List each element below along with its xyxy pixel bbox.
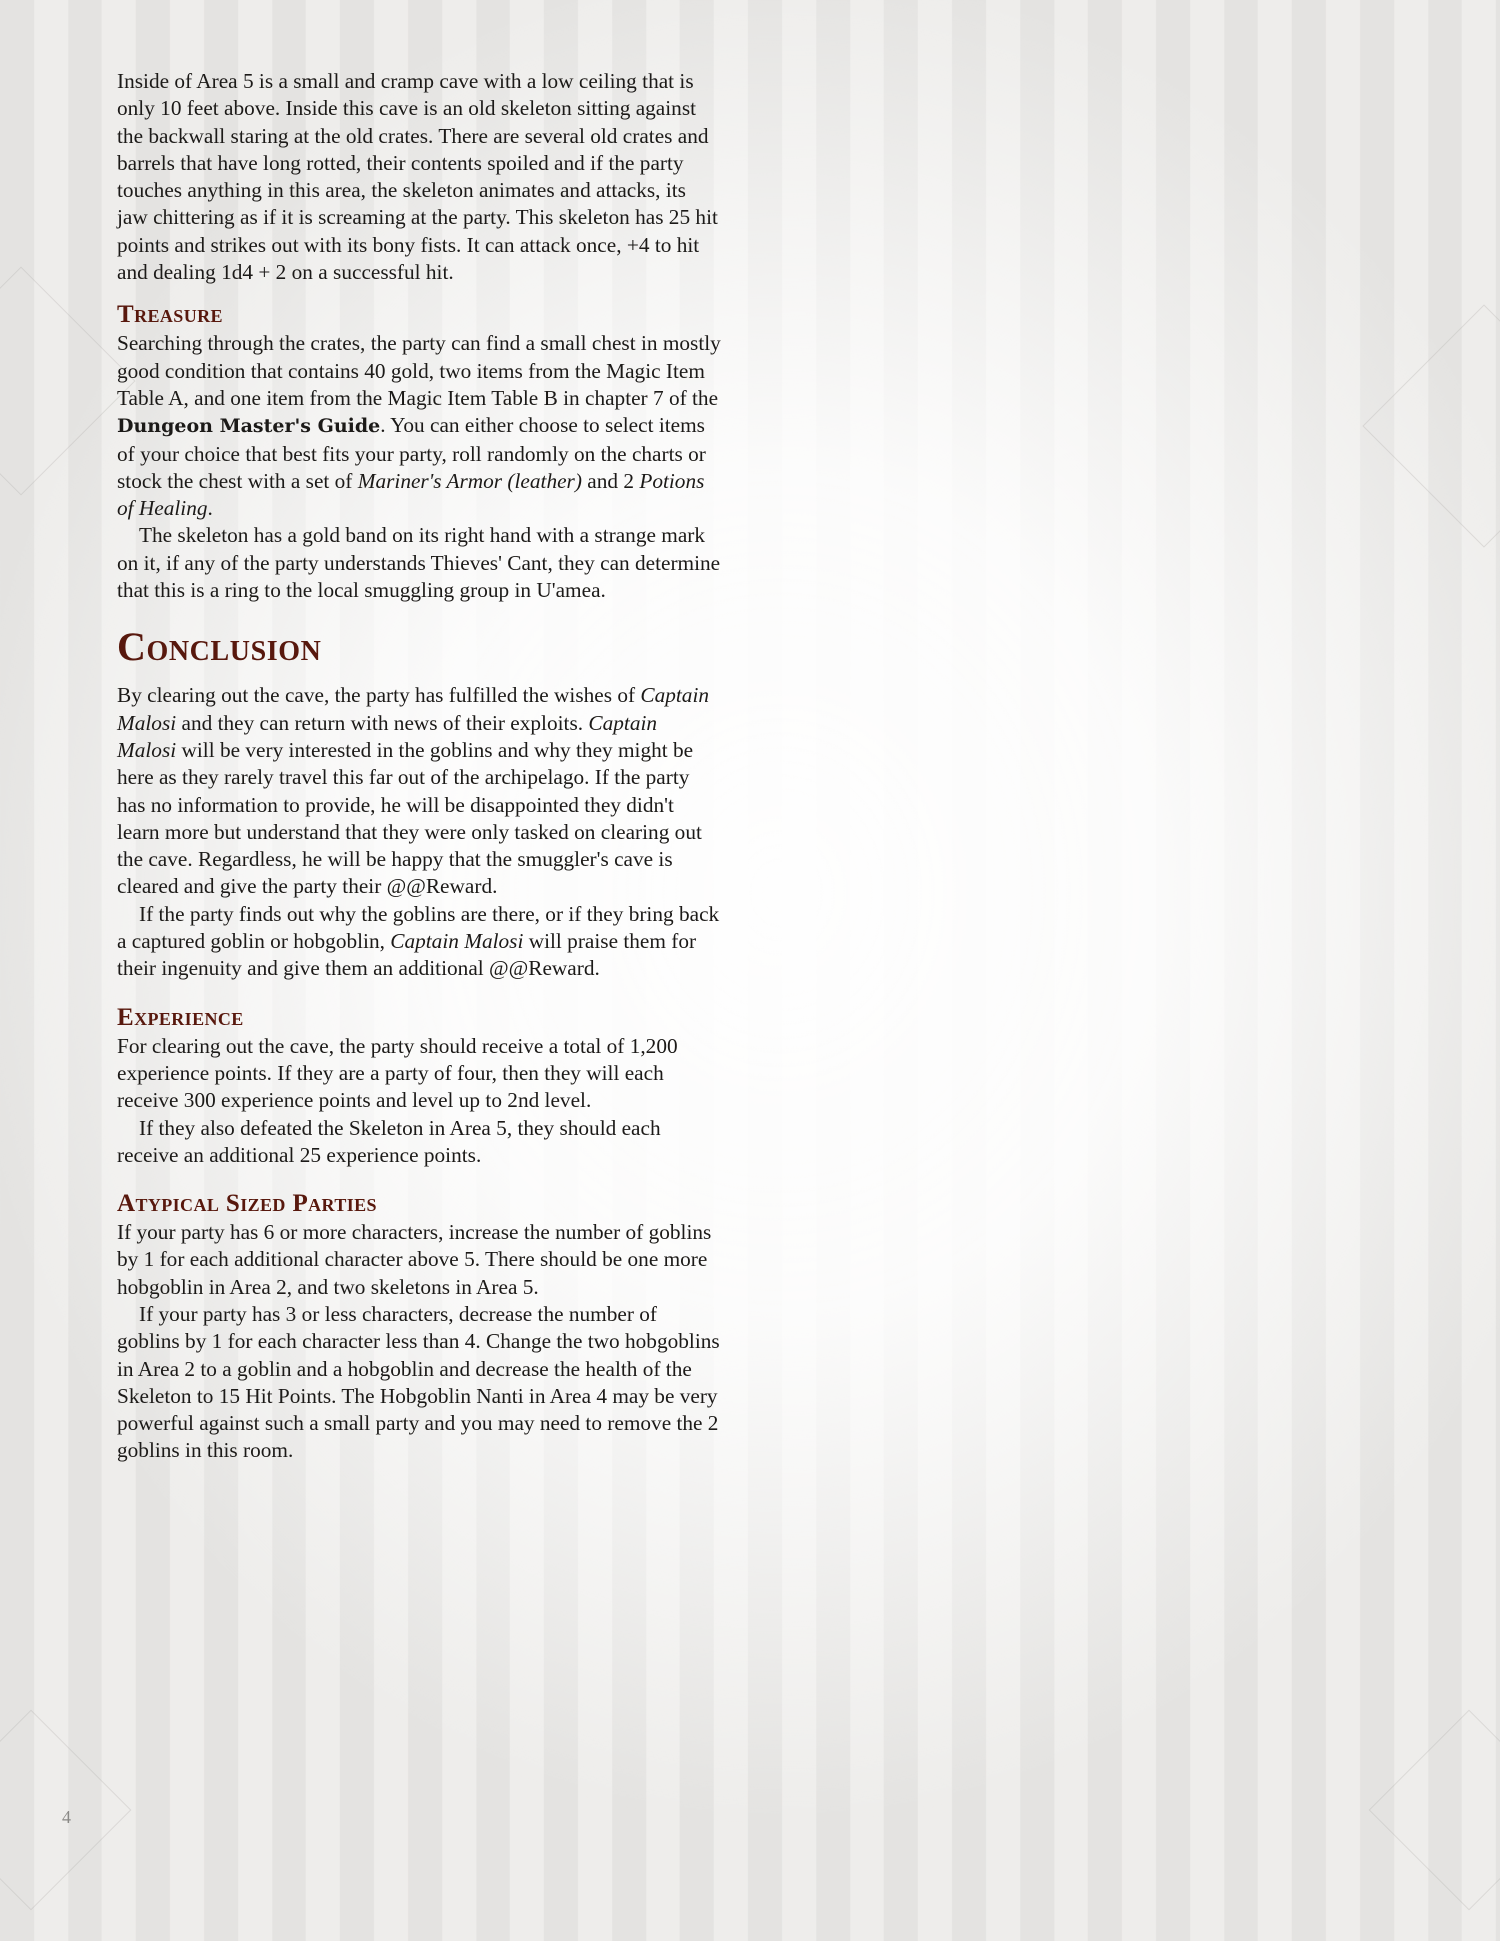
atypical-paragraph-large: If your party has 6 or more characters, increase the number of goblins by 1 for each additional character above 5. There should be one more hobgoblin in Area 2, and two skeletons in Area 5. [117,1220,712,1299]
captain-malosi-name: Captain Malosi [117,710,658,762]
page-number: 4 [62,1807,71,1827]
experience-paragraph-skeleton: If they also defeated the Skeleton in Area 5, they should each receive an additional 25 experience points. [117,1115,661,1167]
dungeon-masters-guide-title: Dungeon Master's Guide [117,415,381,438]
treasure-heading: Treasure [117,301,223,329]
text-column [117,68,721,1465]
conclusion-heading: Conclusion [117,624,322,670]
background-ornament [0,266,136,495]
experience-paragraph: For clearing out the cave, the party should receive a total of 1,200 experience points. If they are a party of four, then they will each receive 300 experience points and level up to 2nd level. [117,1033,678,1113]
experience-heading: Experience [117,1003,244,1031]
conclusion-paragraph: By clearing out the cave, the party has fulfilled the wishes of Captain Malosi and they can return with news of their exploits. Captain Malosi will be very interested in the goblins and why they might be here as they rarely travel this far out of the archipelago. If the party has no information to provide, he will be disappointed they didn't learn more but understand that they were only tasked on clearing out the cave. Regardless, he will be happy that the smuggler's cave is cleared and give the party their @@Reward. [117,683,710,899]
treasure-paragraph-ring: The skeleton has a gold band on its right hand with a strange mark on it, if any of the party understands Thieves' Cant, they can determine that this is a ring to the local smuggling group in U'amea. [117,523,721,603]
captain-malosi-name: Captain Malosi [117,683,710,735]
background-ornament [1369,1710,1500,1911]
area5-paragraph: Inside of Area 5 is a small and cramp cave with a low ceiling that is only 10 feet above. Inside this cave is an old skeleton sitting against the backwall staring at the old crates. There are several old crates and barrels that have long rotted, their contents spoiled and if the party touches anything in this area, the skeleton animates and attacks, its jaw chittering as if it is screaming at the party. This skeleton has 25 hit points and strikes out with its bony fists. It can attack once, +4 to hit and dealing 1d4 + 2 on a successful hit. [117,69,718,285]
treasure-paragraph: Searching through the crates, the party can find a small chest in mostly good condition that contains 40 gold, two items from the Magic Item Table A, and one item from the Magic Item Table B in chapter 7 of the Dungeon Master's Guide. You can either choose to select items of your choice that best fits your party, roll randomly on the charts or stock the chest with a set of Mariner's Armor (leather) and 2 Potions of Healing. [117,331,721,521]
background-ornament [1362,304,1500,547]
potions-of-healing-item: Potions of Healing [117,468,705,521]
atypical-paragraph-small: If your party has 3 or less characters, decrease the number of goblins by 1 for each character less than 4. Change the two hobgoblins in Area 2 to a goblin and a hobgoblin and decrease the health of the Skeleton to 15 Hit Points. The Hobgoblin Nanti in Area 4 may be very powerful against such a small party and you may need to remove the 2 goblins in this room. [117,1301,720,1463]
captain-malosi-name: Captain Malosi [390,929,524,954]
mariners-armor-item: Mariner's Armor (leather) [357,468,582,493]
atypical-parties-heading: Atypical Sized Parties [117,1190,377,1218]
conclusion-paragraph-bonus: If the party finds out why the goblins are there, or if they bring back a captured goblin or hobgoblin, Captain Malosi will praise them for their ingenuity and give them an additional @@Reward. [117,901,720,981]
